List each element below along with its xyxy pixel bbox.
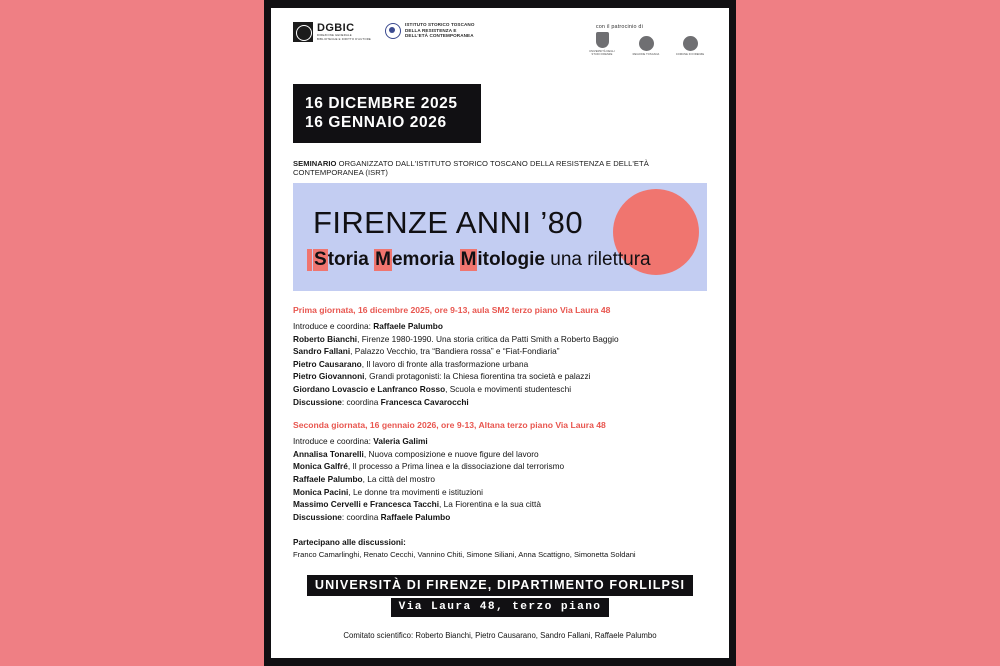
day2-heading: Seconda giornata, 16 gennaio 2026, ore 9-13, Altana terzo piano Via Laura 48: [293, 420, 606, 431]
entry-rest: , La città del mostro: [362, 473, 436, 484]
program-entry: [293, 333, 707, 346]
entry-speaker: Valeria Galimi: [373, 436, 428, 447]
day1-heading: Prima giornata, 16 dicembre 2025, ore 9-13, aula SM2 terzo piano Via Laura 48: [293, 305, 611, 315]
entry-lead: Introduce e coordina:: [293, 436, 374, 447]
poster-sheet: [271, 8, 729, 658]
poster-subtitle: [313, 249, 651, 271]
entry-rest: , Grandi protagonisti: la Chiesa fiorentina tra società e palazzi: [364, 371, 591, 382]
logo-header: [293, 22, 707, 72]
seminar-label: SEMINARIO: [293, 159, 337, 168]
day-separator: [293, 408, 707, 419]
subtitle-cap-2: M: [375, 249, 391, 270]
program-entry: [293, 383, 707, 396]
scientific-committee: Comitato scientifico: Roberto Bianchi, Pietro Causarano, Sandro Fallani, Raffaele Palumbo: [343, 631, 657, 641]
university-crest-icon: [596, 32, 609, 48]
patronage-block: [585, 22, 707, 56]
date-line-2: 16 GENNAIO 2026: [305, 114, 447, 131]
entry-speaker: Monica Pacini: [293, 486, 349, 497]
subtitle-cap-1: S: [314, 249, 327, 270]
subtitle-rest-1: toria: [327, 249, 369, 270]
isrt-emblem-icon: [385, 23, 401, 39]
entry-rest: , Il lavoro di fronte alla trasformazione urbana: [361, 358, 529, 369]
crest-item: [673, 36, 707, 56]
crest-caption: COMUNE DI FIRENZE: [675, 53, 705, 57]
program-entry: [293, 460, 707, 473]
entry-speaker: Monica Galfré: [293, 461, 348, 472]
entry-rest: , Il processo a Prima linea e la dissociazione dal terrorismo: [347, 461, 565, 472]
patron-crests: [585, 32, 707, 56]
program-entry: [293, 396, 707, 409]
dgbic-name: DGBIC: [317, 21, 355, 34]
entry-rest: , La Fiorentina e la sua città: [439, 499, 541, 510]
dgbic-emblem-icon: [293, 22, 313, 42]
discussants-title: Partecipano alle discussioni:: [293, 538, 406, 548]
program-entry: [293, 345, 707, 358]
poster-title: FIRENZE ANNI ’80: [313, 205, 583, 240]
region-crest-icon: [639, 36, 654, 51]
entry-rest: , Le donne tra movimenti e istituzioni: [348, 486, 483, 497]
entry-coordinator: Francesca Cavarocchi: [380, 396, 469, 407]
program-entry: [293, 498, 707, 511]
entry-speaker: Discussione: [293, 511, 342, 522]
seminar-text: ORGANIZZATO DALL'ISTITUTO STORICO TOSCANO DELLA RESISTENZA E DELL'ETÀ CONTEMPORANEA (ISRT): [293, 159, 649, 177]
dgbic-logo: [293, 22, 371, 42]
entry-rest: , Nuova composizione e nuove figure del lavoro: [363, 448, 539, 459]
program-entry: [293, 473, 707, 486]
entry-speaker: Sandro Fallani: [293, 346, 351, 357]
discussants-list: Franco Camarlinghi, Renato Cecchi, Vannino Chiti, Simone Siliani, Anna Scattigno, Simonetta Soldani: [293, 550, 636, 560]
isrt-line-2: DELLA RESISTENZA E: [405, 27, 457, 33]
entry-rest: , Firenze 1980-1990. Una storia critica da Patti Smith a Roberto Baggio: [357, 333, 619, 344]
program-entry: [293, 511, 707, 524]
subtitle-tail: una rilettura: [544, 249, 651, 270]
title-accent-bar: [307, 249, 312, 271]
entry-speaker: Discussione: [293, 396, 342, 407]
venue-name: UNIVERSITÀ DI FIRENZE, DIPARTIMENTO FORLILPSI: [307, 575, 693, 596]
entry-speaker: Pietro Causarano: [293, 358, 362, 369]
entry-speaker: Massimo Cervelli e Francesca Tacchi: [293, 499, 440, 510]
entry-lead: Introduce e coordina:: [293, 321, 374, 331]
entry-speaker: Annalisa Tonarelli: [293, 448, 364, 459]
dgbic-subtitle-1: DIREZIONE GENERALE: [317, 32, 352, 37]
title-panel: [293, 183, 707, 291]
subtitle-rest-2: emoria: [391, 249, 455, 270]
entry-rest: , Palazzo Vecchio, tra “Bandiera rossa” e “Fiat-Fondiaria”: [350, 346, 560, 357]
institution-logos: [293, 22, 475, 42]
entry-speaker: Pietro Giovannoni: [293, 371, 365, 382]
subtitle-cap-3: M: [460, 249, 477, 270]
isrt-line-3: DELL'ETÀ CONTEMPORANEA: [405, 33, 474, 39]
city-crest-icon: [683, 36, 698, 51]
date-block: [293, 84, 481, 143]
isrt-line-1: ISTITUTO STORICO TOSCANO: [405, 22, 475, 27]
entry-speaker: Raffaele Palumbo: [373, 321, 443, 331]
seminar-line: [293, 159, 707, 177]
entry-rest: , Scuola e movimenti studenteschi: [445, 383, 572, 394]
program-section: [293, 304, 707, 523]
venue-address: Via Laura 48, terzo piano: [391, 598, 610, 617]
program-entry: [293, 448, 707, 461]
program-entry: [293, 370, 707, 383]
crest-caption: REGIONE TOSCANA: [632, 53, 660, 57]
crest-item: [585, 32, 619, 56]
program-entry: [293, 320, 707, 333]
isrt-logo: [385, 22, 475, 39]
program-entry: [293, 358, 707, 371]
program-entry: [293, 435, 707, 448]
program-entry: [293, 486, 707, 499]
entry-speaker: Roberto Bianchi: [293, 333, 358, 344]
entry-coordinator: Raffaele Palumbo: [380, 511, 451, 522]
entry-rest: : coordina Francesca Cavarocchi: [341, 396, 469, 407]
entry-rest: : coordina Raffaele Palumbo: [341, 511, 451, 522]
venue-section: [293, 575, 707, 617]
subtitle-rest-3: itologie: [477, 249, 545, 270]
entry-speaker: Raffaele Palumbo: [293, 473, 363, 484]
crest-caption: UNIVERSITÀ DEGLI STUDI FIRENZE: [589, 50, 615, 57]
crest-item: [629, 36, 663, 56]
entry-speaker: Giordano Lovascio e Lanfranco Rosso: [293, 383, 446, 394]
dgbic-subtitle-2: BIBLIOTECHE E DIRITTO D'AUTORE: [317, 36, 371, 41]
discussants-section: [293, 537, 707, 561]
patronage-label: con il patrocinio di: [595, 24, 643, 30]
date-line-1: 16 DICEMBRE 2025: [305, 95, 458, 112]
